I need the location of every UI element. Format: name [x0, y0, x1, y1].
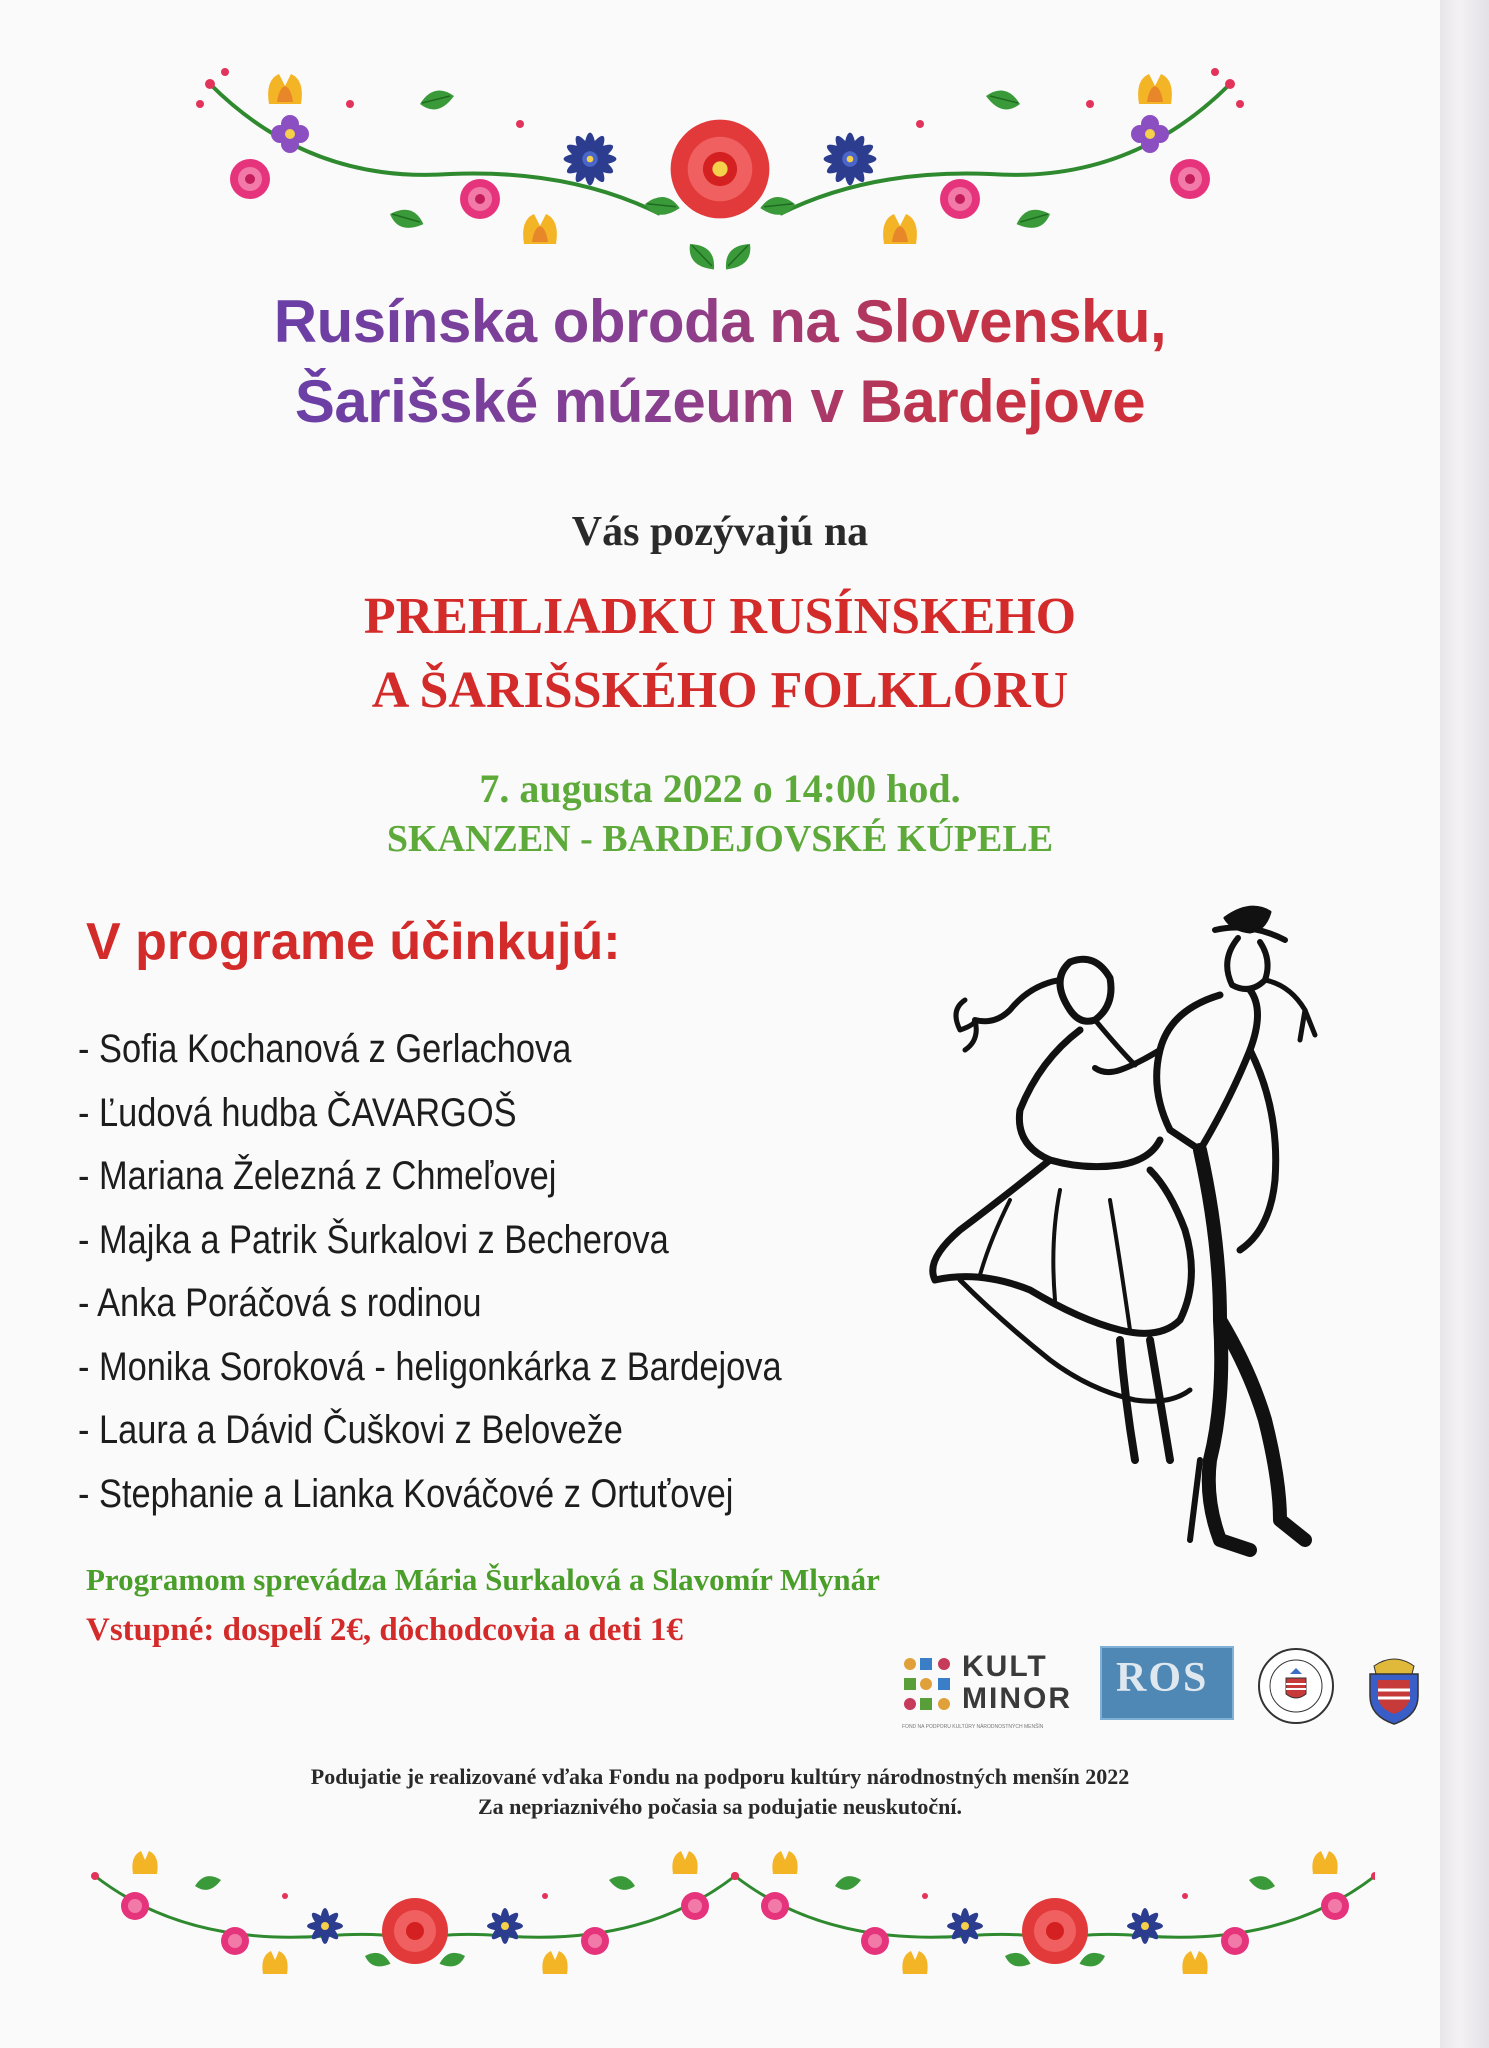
kult-minor-subtitle: FOND NA PODPORU KULTÚRY NÁRODNOSTNÝCH MENŠÍN — [902, 1724, 1044, 1730]
sponsor-logos — [900, 1646, 1430, 1746]
footer-note — [0, 1762, 1440, 1822]
coat-of-arms-icon — [1356, 1646, 1432, 1726]
organizer-line-1: Rusínska obroda na Slovensku, — [273, 288, 1167, 355]
ros-logo-text: ROS — [1116, 1655, 1209, 1701]
venue: SKANZEN - BARDEJOVSKÉ KÚPELE — [386, 818, 1054, 860]
kult-minor-logo-mark — [900, 1654, 960, 1714]
bottom-floral-ornament — [85, 1846, 1375, 1986]
performer-item: - Stephanie a Lianka Kováčové z Ortuťovej — [78, 1471, 734, 1516]
organizer-line-2: Šarišské múzeum v Bardejove — [294, 368, 1146, 435]
performer-item: - Majka a Patrik Šurkalovi z Becherova — [78, 1217, 669, 1262]
ros-logo — [1100, 1646, 1234, 1720]
date-venue — [0, 764, 1440, 864]
dancing-couple-illustration — [920, 900, 1340, 1600]
museum-seal-icon — [1256, 1646, 1336, 1726]
performer-item: - Ľudová hudba ČAVARGOŠ — [78, 1090, 517, 1135]
organizers-heading — [0, 282, 1440, 442]
footer-line-1: Podujatie je realizované vďaka Fondu na podporu kultúry národnostných menšín 2022 — [310, 1764, 1130, 1789]
program-title: V programe účinkujú: — [86, 913, 621, 971]
admission-text: Vstupné: dospelí 2€, dôchodcovia a deti 1€ — [86, 1612, 683, 1648]
performer-item: - Sofia Kochanová z Gerlachova — [78, 1027, 572, 1071]
kult-minor-line-1: KULT — [962, 1650, 1048, 1683]
performer-item: - Laura a Dávid Čuškovi z Beloveže — [78, 1408, 623, 1452]
performer-item: - Anka Poráčová s rodinou — [78, 1281, 482, 1325]
event-title — [0, 580, 1440, 728]
event-title-line-1: PREHLIADKU RUSÍNSKEHO — [363, 588, 1077, 645]
performers-list — [78, 1018, 896, 1526]
accompaniment-text: Programom sprevádza Mária Šurkalová a Slavomír Mlynár — [86, 1562, 880, 1597]
event-title-line-2: A ŠARIŠSKÉHO FOLKLÓRU — [371, 662, 1069, 719]
performer-item: - Mariana Železná z Chmeľovej — [78, 1154, 557, 1198]
top-floral-ornament — [190, 64, 1250, 274]
performer-item: - Monika Soroková - heligonkárka z Bardejova — [78, 1344, 782, 1389]
date-time: 7. augusta 2022 o 14:00 hod. — [479, 766, 961, 811]
invite-text: Vás pozývajú na — [571, 509, 869, 555]
footer-line-2: Za nepriaznivého počasia sa podujatie neuskutoční. — [477, 1794, 963, 1819]
kult-minor-line-2: MINOR — [962, 1682, 1072, 1715]
page-edge — [1440, 0, 1489, 2048]
